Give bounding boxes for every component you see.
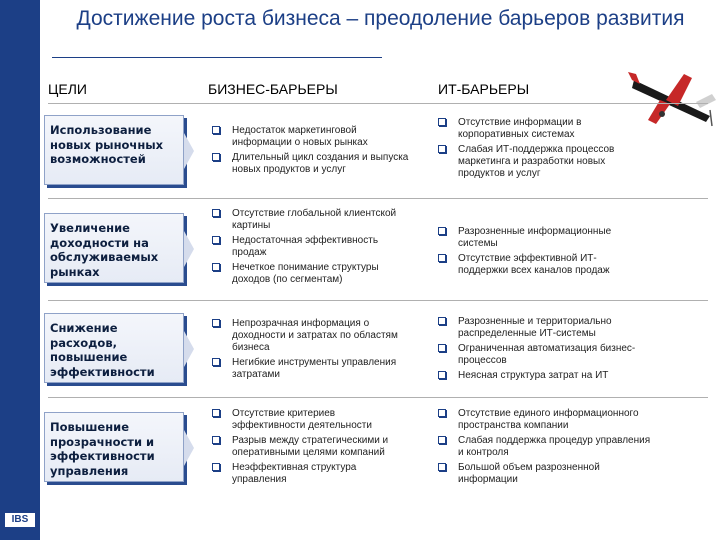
header-divider <box>48 103 708 104</box>
list-item: Отсутствие критериев эффективности деятельности <box>210 408 410 432</box>
checkbox-bullet-icon <box>212 463 220 471</box>
goal-management-transparency <box>44 412 192 482</box>
checkbox-bullet-icon <box>438 317 446 325</box>
sidebar-band <box>0 0 40 540</box>
list-item: Неясная структура затрат на ИТ <box>436 370 636 382</box>
list-item: Слабая поддержка процедур управления и контроля <box>436 435 656 459</box>
checkbox-bullet-icon <box>212 236 220 244</box>
checkbox-bullet-icon <box>438 463 446 471</box>
checkbox-bullet-icon <box>212 153 220 161</box>
checkbox-bullet-icon <box>212 126 220 134</box>
list-item: Разрыв между стратегическими и оперативными целями компаний <box>210 435 410 459</box>
checkbox-bullet-icon <box>212 209 220 217</box>
checkbox-bullet-icon <box>438 145 446 153</box>
column-header-it-barriers: ИТ-БАРЬЕРЫ <box>438 81 530 97</box>
list-item: Отсутствие единого информационного пространства компании <box>436 408 656 432</box>
it-barriers-list <box>436 226 636 280</box>
checkbox-bullet-icon <box>438 371 446 379</box>
checkbox-bullet-icon <box>212 263 220 271</box>
list-item: Отсутствие информации в корпоративных системах <box>436 117 636 141</box>
checkbox-bullet-icon <box>212 319 220 327</box>
list-item: Разрозненные и территориально распределенные ИТ-системы <box>436 316 636 340</box>
list-item: Неэффективная структура управления <box>210 462 410 486</box>
list-item: Слабая ИТ-поддержка процессов маркетинга и разработки новых продуктов и услуг <box>436 144 636 180</box>
business-barriers-list <box>210 408 410 489</box>
list-item: Недостаток маркетинговой информации о новых рынках <box>210 125 410 149</box>
list-item: Отсутствие эффективной ИТ-поддержки всех каналов продаж <box>436 253 636 277</box>
list-item: Нечеткое понимание структуры доходов (по сегментам) <box>210 262 410 286</box>
ibs-logo: IBS <box>5 513 35 527</box>
row-divider <box>48 397 708 398</box>
list-item: Отсутствие глобальной клиентской картины <box>210 208 410 232</box>
checkbox-bullet-icon <box>438 227 446 235</box>
list-item: Разрозненные информационные системы <box>436 226 636 250</box>
checkbox-bullet-icon <box>212 409 220 417</box>
airplane-icon <box>626 70 718 132</box>
checkbox-bullet-icon <box>212 358 220 366</box>
checkbox-bullet-icon <box>438 409 446 417</box>
row-divider <box>48 198 708 199</box>
list-item: Негибкие инструменты управления затратами <box>210 357 410 381</box>
list-item: Длительный цикл создания и выпуска новых продуктов и услуг <box>210 152 410 176</box>
goal-label: Использование новых рыночных возможностей <box>50 123 164 166</box>
business-barriers-list <box>210 208 410 289</box>
goal-label: Повышение прозрачности и эффективности управления <box>50 420 155 478</box>
list-item: Непрозрачная информация о доходности и затратах по областям бизнеса <box>210 318 410 354</box>
it-barriers-list <box>436 408 656 489</box>
goal-cost-reduction <box>44 313 192 383</box>
row-divider <box>48 300 708 301</box>
column-header-business-barriers: БИЗНЕС-БАРЬЕРЫ <box>208 81 338 97</box>
business-barriers-list <box>210 125 410 179</box>
checkbox-bullet-icon <box>212 436 220 444</box>
list-item: Ограниченная автоматизация бизнес-процессов <box>436 343 636 367</box>
title-underline <box>52 57 382 58</box>
goal-new-markets <box>44 115 192 185</box>
list-item: Недостаточная эффективность продаж <box>210 235 410 259</box>
page-title: Достижение роста бизнеса – преодоление барьеров развития <box>76 7 685 30</box>
goal-profitability <box>44 213 192 283</box>
list-item: Большой объем разрозненной информации <box>436 462 656 486</box>
checkbox-bullet-icon <box>438 254 446 262</box>
checkbox-bullet-icon <box>438 344 446 352</box>
goal-label: Увеличение доходности на обслуживаемых рынках <box>50 221 159 279</box>
column-header-goals: ЦЕЛИ <box>48 81 87 97</box>
it-barriers-list <box>436 117 636 183</box>
goal-label: Снижение расходов, повышение эффективности <box>50 321 155 379</box>
checkbox-bullet-icon <box>438 118 446 126</box>
it-barriers-list <box>436 316 636 385</box>
checkbox-bullet-icon <box>438 436 446 444</box>
business-barriers-list <box>210 318 410 384</box>
